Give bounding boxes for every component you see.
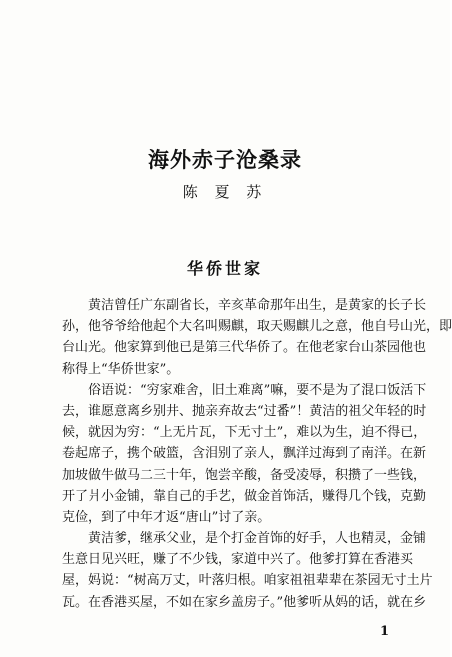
- paragraph: [62, 528, 433, 613]
- text-line: 卷起席子，携个破篮，含泪别了亲人，飘洋过海到了南洋。在新: [62, 446, 427, 462]
- text-line: 开了爿小金铺，靠自己的手艺，做金首饰活，赚得几个钱，克勤: [62, 488, 427, 504]
- paragraph: [62, 380, 427, 528]
- section-heading: 华侨世家: [186, 259, 263, 278]
- text-line: 称得上“华侨世家”。: [62, 361, 180, 377]
- body-text: [62, 295, 452, 613]
- text-line: 孙，他爷爷给他起个大名叫赐麒，取天赐麒儿之意，他自号山光，即: [62, 319, 452, 335]
- text-line: 黄洁曾任广东副省长，辛亥革命那年出生，是黄家的长子长: [88, 298, 427, 313]
- text-line: 加坡做牛做马二三十年，饱尝辛酸，备受凌辱，积攒了一些钱，: [62, 467, 427, 483]
- text-line: 瓦。在香港买屋，不如在家乡盖房子。”他爹听从妈的话，就在乡: [62, 594, 427, 610]
- text-line: 台山光。他家算到他已是第三代华侨了。在他老家台山茶园他也: [62, 340, 427, 356]
- text-line: 屋，妈说：“树高万丈，叶落归根。咱家祖祖辈辈在茶园无寸土片: [62, 573, 433, 589]
- text-line: 去，谁愿意离乡别井、抛亲弃故去“过番”！黄洁的祖父年轻的时: [62, 403, 427, 419]
- page-number: 1: [380, 624, 390, 639]
- text-line: 克俭，到了中年才返“唐山”讨了亲。: [62, 509, 271, 525]
- text-line: 生意日见兴旺，赚了不少钱，家道中兴了。他爹打算在香港买: [62, 552, 414, 568]
- text-line: 黄洁爹，继承父业，是个打金首饰的好手，人也精灵，金铺: [88, 531, 427, 547]
- chapter-title: 海外赤子沧桑录: [148, 148, 302, 172]
- text-line: 候，就因为穷：“上无片瓦，下无寸土”，难以为生，迫不得已，: [62, 425, 427, 441]
- author-name: 陈 夏 苏: [182, 183, 268, 201]
- text-line: 俗语说：“穷家难舍，旧土难离”嘛，要不是为了混口饭活下: [88, 382, 427, 398]
- paragraph: [62, 295, 452, 380]
